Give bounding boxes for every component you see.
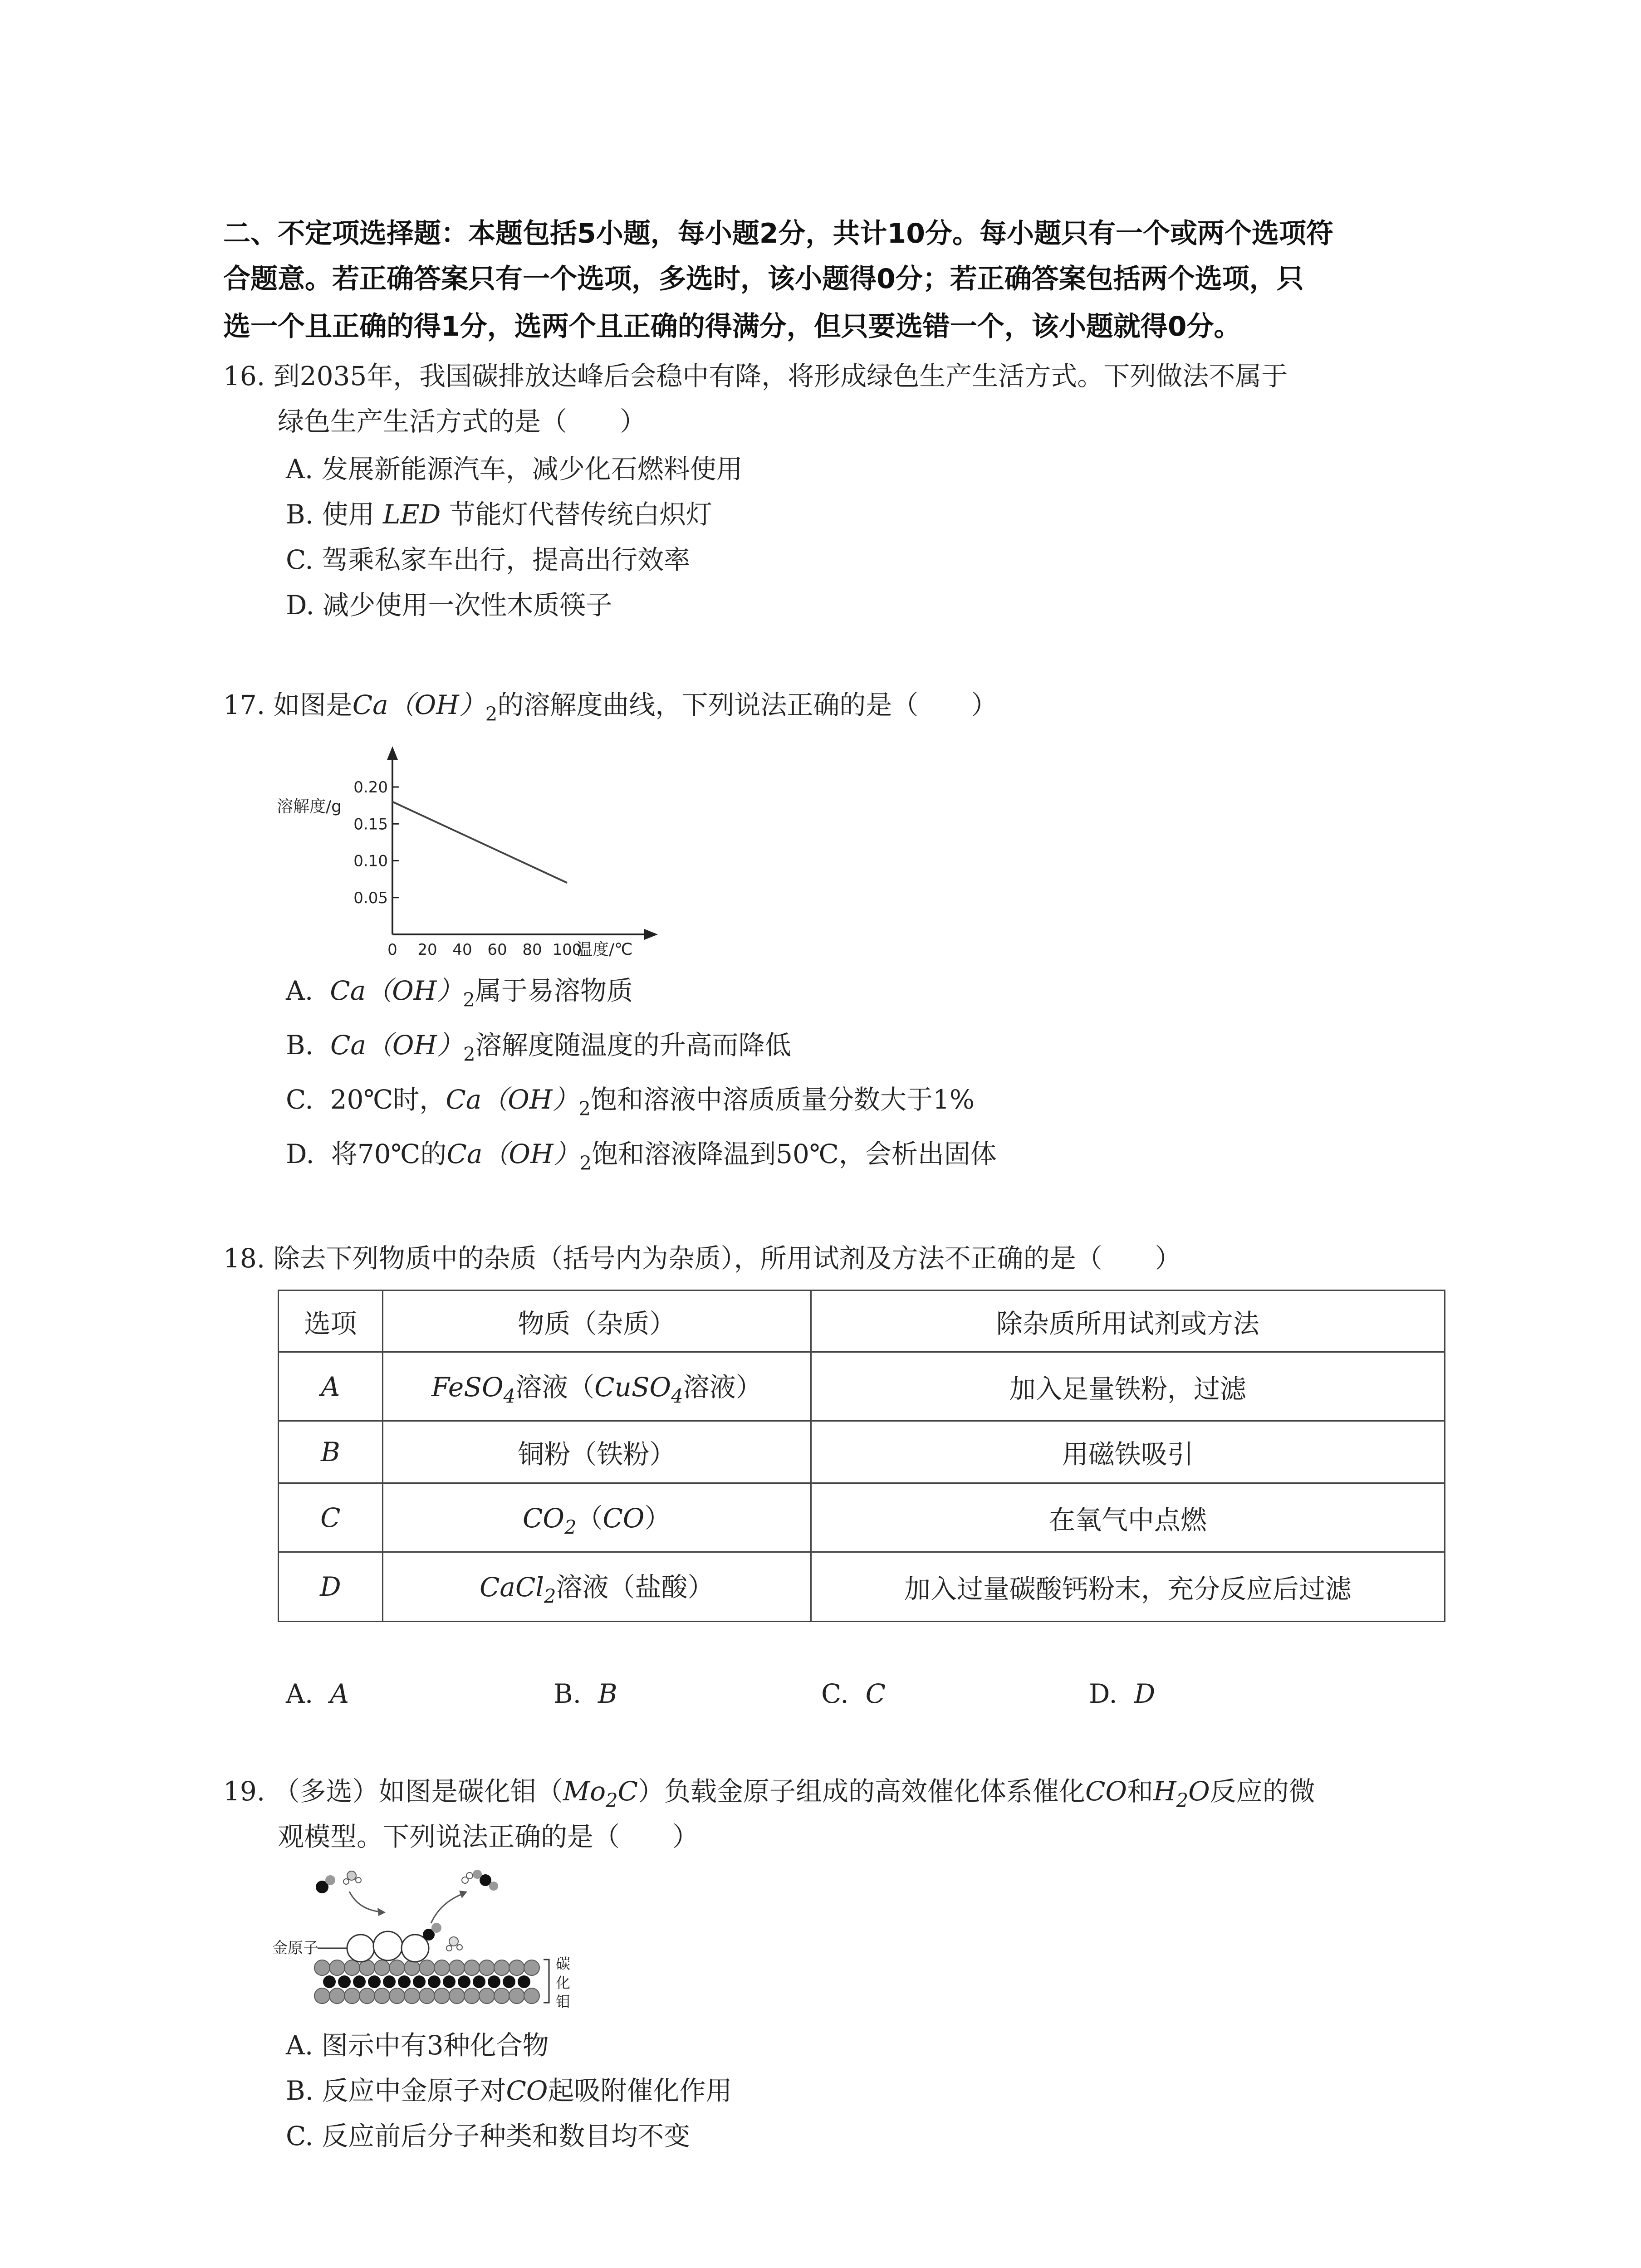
solubility-chart [277, 744, 685, 962]
table-row [279, 1421, 1445, 1483]
header-option: 选项 [279, 1290, 383, 1352]
q19-stem-line1: 19. （多选）如图是碳化钼$(Mo_2C)$负载金原子组成的高效催化体系催化CO和$H_2O$反应的微 [223, 1776, 1315, 1812]
q16-option-b: B. 使用 LED 节能灯代替传统白炽灯 [286, 499, 712, 530]
x-tick-label: 20 [417, 941, 437, 959]
carbide-bracket [544, 1960, 549, 2003]
row-method: 加入足量铁粉，过滤 [811, 1352, 1445, 1421]
catalyst-diagram [272, 1864, 617, 2014]
row-method: 加入过量碳酸钙粉末，充分反应后过滤 [811, 1552, 1445, 1622]
q19-option-b: B. 反应中金原子对CO起吸附催化作用 [286, 2075, 732, 2106]
q18-answer-d: D. D [1089, 1678, 1156, 1709]
x-tick-label: 80 [522, 941, 542, 959]
row-option: A [279, 1352, 383, 1421]
y-tick-label: 0.10 [353, 852, 388, 870]
carbide-label-1: 碳 [556, 1955, 571, 1972]
outgoing-arrow [431, 1894, 463, 1923]
y-tick-label: 0.15 [353, 815, 388, 834]
row-method: 在氧气中点燃 [811, 1483, 1445, 1552]
y-axis-label: 溶解度/g [277, 797, 342, 816]
water-molecule [449, 1937, 458, 1946]
table-row [279, 1483, 1445, 1552]
q19-option-a: A. 图示中有3种化合物 [286, 2030, 549, 2061]
q17-option-b: B. $Ca(OH)_2$溶解度随温度的升高而降低 [286, 1030, 791, 1066]
q17-option-d: D. 将70℃的$Ca(OH)_2$饱和溶液降温到50℃，会析出固体 [286, 1139, 997, 1174]
carbide-label-2: 化 [556, 1974, 571, 1991]
table-row [279, 1352, 1445, 1421]
q18-table [278, 1290, 1445, 1622]
y-tick-label: 0.20 [353, 778, 388, 797]
q16-option-d: D. 减少使用一次性木质筷子 [286, 590, 612, 621]
solubility-line [392, 802, 567, 883]
q18-answer-a: A. A [286, 1678, 349, 1709]
incoming-water-molecule [347, 1871, 356, 1880]
q17-option-a: A. $Ca(OH)_2$属于易溶物质 [286, 975, 633, 1011]
row-option: C [279, 1483, 383, 1552]
q16-stem-line1: 16. 到2035年，我国碳排放达峰后会稳中有降，将形成绿色生产生活方式。下列做法不属于 [223, 361, 1288, 391]
q18-stem: 18. 除去下列物质中的杂质（括号内为杂质），所用试剂及方法不正确的是（ ） [223, 1243, 1181, 1274]
header-substance: 物质（杂质） [382, 1290, 811, 1352]
y-tick-label: 0.05 [353, 889, 388, 907]
q16-stem-line2: 绿色生产生活方式的是（ ） [278, 406, 647, 437]
section-header-line3: 选一个且正确的得1分，选两个且正确的得满分，但只要选错一个，该小题就得0分。 [223, 311, 1241, 342]
y-axis-arrow [387, 746, 398, 760]
q19-stem-line2: 观模型。下列说法正确的是（ ） [278, 1821, 699, 1852]
q17-stem: 17. 如图是$Ca(OH)_2$的溶解度曲线，下列说法正确的是（ ） [223, 689, 998, 725]
co-molecule-oxygen [431, 1923, 441, 1933]
x-tick-label: 100 [552, 941, 582, 959]
gold-atom-cluster [347, 1931, 429, 1962]
x-tick-label: 60 [487, 941, 507, 959]
section-header-line2: 合题意。若正确答案只有一个选项，多选时，该小题得0分；若正确答案包括两个选项，只 [223, 263, 1304, 295]
table-header-row [279, 1290, 1445, 1352]
gold-atom-label: 金原子 [272, 1939, 318, 1957]
q19-option-c: C. 反应前后分子种类和数目均不变 [286, 2121, 691, 2151]
q18-answer-c: C. C [821, 1678, 886, 1709]
x-axis-arrow [644, 929, 658, 940]
row-substance: CaCl$_2$溶液（盐酸） [382, 1552, 811, 1622]
row-option: D [279, 1552, 383, 1622]
x-tick-label: 0 [387, 941, 397, 959]
q16-option-a: A. 发展新能源汽车，减少化石燃料使用 [286, 454, 743, 484]
section-header-line1: 二、不定项选择题：本题包括5小题，每小题2分，共计10分。每小题只有一个或两个选项符 [223, 218, 1333, 249]
header-method: 除杂质所用试剂或方法 [811, 1290, 1445, 1352]
row-substance: $CO_2(CO)$ [382, 1483, 811, 1552]
carbide-label-3: 钼 [556, 1993, 571, 2010]
row-option: B [279, 1421, 383, 1483]
row-method: 用磁铁吸引 [811, 1421, 1445, 1483]
carbon-atom-layer [323, 1975, 530, 1988]
x-tick-label: 40 [452, 941, 472, 959]
row-substance: FeSO$_4$溶液（CuSO$_4$溶液） [382, 1352, 811, 1421]
table-row [279, 1552, 1445, 1622]
x-axis-label: 温度/℃ [576, 940, 633, 959]
incoming-arrow [349, 1892, 381, 1912]
q17-option-c: C. 20℃时，$Ca(OH)_2$饱和溶液中溶质质量分数大于1% [286, 1084, 975, 1120]
row-substance: 铜粉（铁粉） [382, 1421, 811, 1483]
q18-answer-b: B. B [554, 1678, 617, 1709]
q16-option-c: C. 驾乘私家车出行，提高出行效率 [286, 544, 691, 575]
